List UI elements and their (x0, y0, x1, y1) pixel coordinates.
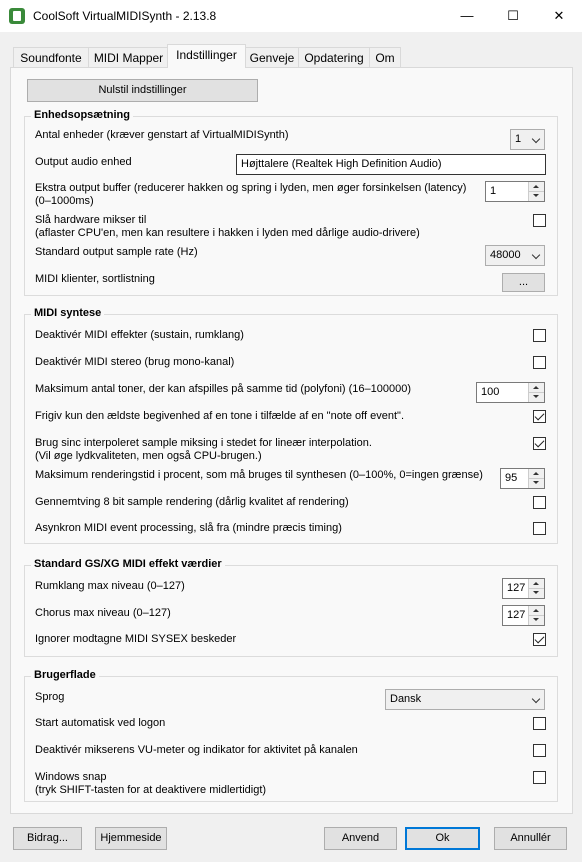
polyphony-value: 100 (481, 386, 500, 398)
language-value: Dansk (390, 693, 422, 705)
disable-stereo-label: Deaktivér MIDI stereo (brug mono-kanal) (35, 356, 235, 368)
spin-down-icon[interactable] (528, 393, 544, 402)
chevron-down-icon (532, 251, 540, 259)
sinc-checkbox[interactable] (533, 437, 546, 450)
reverb-spinner[interactable] (502, 578, 545, 599)
vu-meter-label: Deaktivér mikserens VU-meter og indikator for aktivitet på kanalen (35, 744, 358, 756)
chorus-spinner[interactable] (502, 605, 545, 626)
reverb-value: 127 (507, 582, 526, 594)
device-count-label: Antal enheder (kræver genstart af VirtualMIDISynth) (35, 129, 289, 141)
hw-mixer-label-line1: Slå hardware mikser til (35, 214, 147, 226)
buffer-label-line2: (0–1000ms) (35, 195, 94, 207)
apply-button[interactable]: Anvend (324, 827, 397, 850)
autostart-checkbox[interactable] (533, 717, 546, 730)
ui-group-title: Brugerflade (31, 669, 99, 681)
sinc-label-line1: Brug sinc interpoleret sample miksing i stedet for lineær interpolation. (35, 437, 372, 449)
chorus-value: 127 (507, 609, 526, 621)
window-title: CoolSoft VirtualMIDISynth - 2.13.8 (33, 9, 217, 23)
snap-label-line2: (tryk SHIFT-tasten for at deaktivere midlertidigt) (35, 784, 267, 796)
sample-rate-label: Standard output sample rate (Hz) (35, 246, 198, 258)
chorus-label: Chorus max niveau (0–127) (35, 607, 171, 619)
note-off-checkbox[interactable] (533, 410, 546, 423)
spin-up-icon[interactable] (528, 606, 544, 616)
title-bar (0, 0, 582, 32)
synth-group (24, 307, 558, 544)
language-label: Sprog (35, 691, 65, 703)
gsxg-group-title: Standard GS/XG MIDI effekt værdier (31, 558, 225, 570)
spin-down-icon[interactable] (528, 616, 544, 625)
eight-bit-checkbox[interactable] (533, 496, 546, 509)
tab-genveje[interactable]: Genveje (245, 47, 299, 68)
autostart-label: Start automatisk ved logon (35, 717, 166, 729)
polyphony-label: Maksimum antal toner, der kan afspilles på samme tid (polyfoni) (16–100000) (35, 383, 412, 395)
spin-up-icon[interactable] (528, 182, 544, 192)
hw-mixer-checkbox[interactable] (533, 214, 546, 227)
buffer-spinner[interactable] (485, 181, 545, 202)
snap-label-line1: Windows snap (35, 771, 107, 783)
spin-up-icon[interactable] (528, 383, 544, 393)
spin-up-icon[interactable] (528, 579, 544, 589)
blacklist-button[interactable]: ... (502, 273, 545, 292)
sinc-label-line2: (Vil øge lydkvaliteten, men også CPU-brugen.) (35, 450, 262, 462)
hw-mixer-label-line2: (aflaster CPU'en, men kan resultere i hakken i lyden med dårlige audio-drivere) (35, 227, 420, 239)
maximize-icon[interactable]: ☐ (507, 8, 519, 23)
output-device-field[interactable]: Højttalere (Realtek High Definition Audio) (236, 154, 546, 175)
reset-settings-button[interactable]: Nulstil indstillinger (27, 79, 258, 102)
async-label: Asynkron MIDI event processing, slå fra (mindre præcis timing) (35, 522, 342, 534)
device-group-title: Enhedsopsætning (31, 109, 133, 121)
disable-stereo-checkbox[interactable] (533, 356, 546, 369)
disable-effects-checkbox[interactable] (533, 329, 546, 342)
tab-midi-mapper[interactable]: MIDI Mapper (88, 47, 169, 68)
synth-group-title: MIDI syntese (31, 307, 104, 319)
homepage-button[interactable]: Hjemmeside (95, 827, 167, 850)
tab-opdatering[interactable]: Opdatering (298, 47, 370, 68)
chevron-down-icon (532, 135, 540, 143)
cancel-button[interactable]: Annullér (494, 827, 567, 850)
sample-rate-select[interactable] (485, 245, 545, 266)
note-off-label: Frigiv kun den ældste begivenhed af en tone i tilfælde af en "note off event". (35, 410, 405, 422)
sysex-checkbox[interactable] (533, 633, 546, 646)
render-time-label: Maksimum renderingstid i procent, som må bruges til synthesen (0–100%, 0=ingen grænse) (35, 469, 483, 481)
spin-up-icon[interactable] (528, 469, 544, 479)
chevron-down-icon (532, 695, 540, 703)
render-time-value: 95 (505, 472, 518, 484)
reverb-label: Rumklang max niveau (0–127) (35, 580, 185, 592)
device-count-select[interactable] (510, 129, 545, 150)
sample-rate-value: 48000 (490, 249, 521, 261)
minimize-icon[interactable]: — (460, 8, 474, 23)
render-time-spinner[interactable] (500, 468, 545, 489)
ok-button[interactable]: Ok (405, 827, 480, 850)
language-select[interactable] (385, 689, 545, 710)
device-group (24, 109, 558, 296)
async-checkbox[interactable] (533, 522, 546, 535)
spin-down-icon[interactable] (528, 589, 544, 598)
output-device-label: Output audio enhed (35, 156, 132, 168)
disable-effects-label: Deaktivér MIDI effekter (sustain, rumklang) (35, 329, 244, 341)
tab-om[interactable]: Om (369, 47, 401, 68)
device-count-value: 1 (515, 133, 522, 145)
polyphony-spinner[interactable] (476, 382, 545, 403)
blacklist-label: MIDI klienter, sortlistning (35, 273, 155, 285)
donate-button[interactable]: Bidrag... (13, 827, 82, 850)
snap-checkbox[interactable] (533, 771, 546, 784)
spin-down-icon[interactable] (528, 479, 544, 488)
buffer-value: 1 (490, 185, 497, 197)
spin-down-icon[interactable] (528, 192, 544, 201)
close-icon[interactable]: ✕ (553, 8, 565, 23)
tab-soundfonte[interactable]: Soundfonte (13, 47, 89, 68)
vu-meter-checkbox[interactable] (533, 744, 546, 757)
tab-indstillinger[interactable]: Indstillinger (167, 44, 246, 68)
buffer-label-line1: Ekstra output buffer (reducerer hakken og spring i lyden, men øger forsinkelsen (latency) (35, 182, 467, 194)
app-icon (9, 8, 25, 24)
eight-bit-label: Gennemtving 8 bit sample rendering (dårlig kvalitet af rendering) (35, 496, 349, 508)
sysex-label: Ignorer modtagne MIDI SYSEX beskeder (35, 633, 237, 645)
